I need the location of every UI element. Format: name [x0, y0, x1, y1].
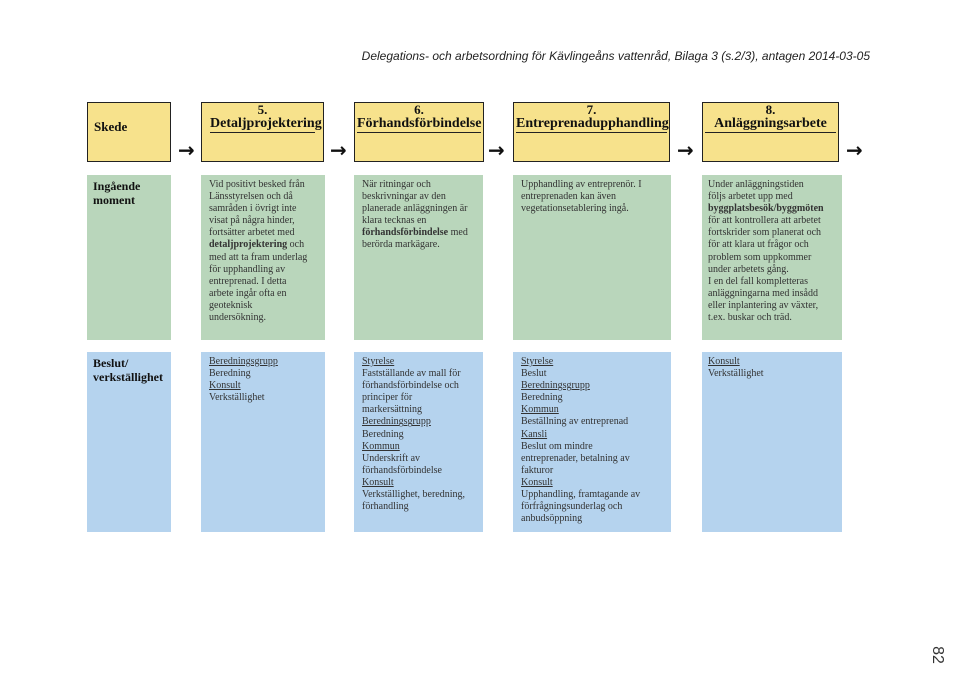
cell-text: Vid positivt besked från	[209, 179, 305, 190]
cell-text-line	[209, 356, 319, 368]
beslut-cell-stage-6	[354, 352, 483, 532]
cell-text-line	[362, 441, 477, 453]
cell-text: beskrivningar av den	[362, 191, 446, 203]
cell-text-line	[708, 300, 836, 312]
cell-text: Underskrift av	[362, 452, 421, 464]
cell-text-line	[521, 489, 665, 501]
cell-text: geoteknisk	[209, 299, 253, 311]
cell-text-line	[209, 300, 319, 312]
cell-text-line	[521, 429, 665, 441]
cell-text-line	[708, 356, 836, 368]
cell-text-line	[521, 453, 665, 465]
cell-text: markersättning	[362, 404, 422, 416]
cell-text: arbete ingår ofta en	[209, 287, 287, 299]
stage-number: 7.	[586, 102, 597, 117]
cell-text-line	[362, 368, 477, 380]
cell-text-line	[362, 203, 477, 215]
role-heading: Beredningsgrupp	[521, 380, 590, 392]
cell-text-line	[708, 179, 836, 191]
cell-text: förhandsförbindelse	[362, 227, 449, 239]
stage-title: Förhandsförbindelse	[357, 116, 482, 131]
cell-text-line	[362, 489, 477, 501]
cell-text: för upphandling av	[209, 263, 286, 275]
cell-text-line	[209, 203, 319, 215]
cell-text: berörda markägare.	[362, 239, 440, 251]
cell-text: följs arbetet upp med	[708, 191, 793, 203]
cell-text-line	[521, 513, 665, 525]
cell-text: fortskrider som planerat och	[708, 227, 822, 239]
cell-text-line	[521, 404, 665, 416]
cell-text: problem som uppkommer	[708, 251, 812, 263]
cell-text-line	[362, 356, 477, 368]
cell-text: Beredning	[521, 392, 563, 404]
row-label-line: moment	[93, 193, 135, 207]
cell-text: vegetationsetablering ingå.	[521, 203, 629, 215]
ingaende-cell-stage-8	[702, 175, 842, 340]
cell-text-line	[209, 179, 319, 191]
cell-text: klara tecknas en	[362, 215, 427, 227]
cell-text-line	[362, 453, 477, 465]
cell-text-line	[708, 227, 836, 239]
cell-text: samråden i övrigt inte	[209, 203, 297, 215]
cell-text: detaljprojektering	[209, 239, 288, 251]
cell-text-line	[209, 264, 319, 276]
stage-number: 5.	[257, 102, 268, 117]
role-heading: Kansli	[521, 428, 548, 440]
cell-text-line	[209, 380, 319, 392]
row-label-line: Ingående	[93, 179, 141, 193]
cell-text-line	[708, 203, 836, 215]
arrow-right-icon: →	[330, 138, 347, 162]
role-heading: Styrelse	[521, 356, 554, 367]
role-heading: Konsult	[521, 476, 553, 488]
cell-text: Beredning	[209, 368, 251, 380]
cell-text-line	[521, 368, 665, 380]
cell-text: Verkställighet	[209, 392, 265, 404]
role-heading: Kommun	[521, 404, 559, 416]
cell-text: under arbetets gång.	[708, 263, 789, 275]
cell-text: förhandling	[362, 501, 409, 513]
cell-text-line	[708, 264, 836, 276]
ingaende-cell-stage-7	[513, 175, 671, 340]
row-label-line: Beslut/	[93, 356, 129, 370]
stage-5-box	[201, 102, 324, 162]
stage-7-box	[513, 102, 670, 162]
cell-text-line	[362, 179, 477, 191]
arrow-right-icon: →	[488, 138, 505, 162]
cell-text-line	[362, 501, 477, 513]
cell-text: Upphandling, framtagande av	[521, 489, 641, 501]
cell-text: Beslut om mindre	[521, 440, 593, 452]
cell-text: förhandsförbindelse	[362, 464, 442, 476]
stage-title: Anläggningsarbete	[714, 116, 827, 131]
cell-text: Upphandling av entreprenör. I	[521, 179, 642, 190]
cell-text: Länsstyrelsen och då	[209, 191, 293, 203]
cell-text: Beställning av entreprenad	[521, 416, 629, 428]
cell-text: När ritningar och	[362, 179, 431, 190]
cell-text: fortsätter arbetet med	[209, 227, 295, 239]
row-label-beslut	[87, 352, 171, 532]
arrow-right-icon: →	[846, 138, 863, 162]
role-heading: Styrelse	[362, 356, 395, 367]
cell-text: med	[448, 227, 468, 239]
cell-text: anläggningarna med insådd	[708, 287, 818, 299]
cell-text: eller inplantering av växter,	[708, 299, 819, 311]
beslut-cell-stage-8	[702, 352, 842, 532]
cell-text-line	[708, 312, 836, 324]
role-heading: Beredningsgrupp	[362, 416, 431, 428]
cell-text-line	[362, 227, 477, 239]
cell-text-line	[362, 380, 477, 392]
cell-text-line	[521, 416, 665, 428]
cell-text-line	[708, 215, 836, 227]
cell-text-line	[521, 465, 665, 477]
cell-text-line	[209, 276, 319, 288]
cell-text: Beslut	[521, 368, 547, 380]
cell-text: Verkställighet	[708, 368, 764, 380]
row-label-ingaende	[87, 175, 171, 340]
cell-text-line	[209, 227, 319, 239]
cell-text: för att klara ut frågor och	[708, 239, 809, 251]
cell-text-line	[362, 392, 477, 404]
role-heading: Kommun	[362, 440, 400, 452]
cell-text: visat på några hinder,	[209, 215, 295, 227]
cell-text-line	[708, 252, 836, 264]
cell-text-line	[362, 191, 477, 203]
ingaende-cell-stage-6	[354, 175, 483, 340]
beslut-cell-stage-7	[513, 352, 671, 532]
role-heading: Konsult	[362, 476, 394, 488]
cell-text: entreprenader, betalning av	[521, 452, 630, 464]
cell-text: Verkställighet, beredning,	[362, 489, 466, 501]
page-number-mark: 82	[928, 646, 946, 664]
cell-text-line	[209, 215, 319, 227]
cell-text-line	[362, 404, 477, 416]
stage-6-box	[354, 102, 484, 162]
stage-title: Detaljprojektering	[210, 116, 322, 131]
cell-text: entreprenad. I detta	[209, 275, 287, 287]
cell-text-line	[209, 252, 319, 264]
cell-text: entreprenaden kan även	[521, 191, 616, 203]
cell-text: byggplatsbesök/byggmöten	[708, 203, 824, 215]
cell-text: t.ex. buskar och träd.	[708, 312, 792, 324]
cell-text-line	[521, 203, 665, 215]
cell-text-line	[362, 215, 477, 227]
ingaende-cell-stage-5	[201, 175, 325, 340]
cell-text: förhandsförbindelse och	[362, 380, 459, 392]
document-header: Delegations- och arbetsordning för Kävlingeåns vattenråd, Bilaga 3 (s.2/3), antagen 2014-03-05	[361, 49, 870, 63]
beslut-cell-stage-5	[201, 352, 325, 532]
stage-title: Entreprenadupphandling	[516, 116, 669, 131]
role-heading: Konsult	[708, 356, 740, 367]
role-heading: Beredningsgrupp	[209, 356, 278, 367]
cell-text-line	[708, 191, 836, 203]
skede-label: Skede	[87, 102, 171, 162]
cell-text-line	[209, 191, 319, 203]
cell-text-line	[362, 429, 477, 441]
stage-number: 6.	[414, 102, 424, 117]
cell-text: förfrågningsunderlag och	[521, 501, 623, 513]
cell-text: Beredning	[362, 428, 404, 440]
cell-text-line	[708, 239, 836, 251]
cell-text-line	[521, 356, 665, 368]
cell-text: Under anläggningstiden	[708, 179, 804, 190]
cell-text-line	[521, 392, 665, 404]
cell-text-line	[362, 239, 477, 251]
cell-text: I en del fall kompletteras	[708, 275, 808, 287]
cell-text-line	[209, 312, 319, 324]
row-label-line: verkställighet	[93, 370, 163, 384]
cell-text: undersökning.	[209, 312, 266, 324]
cell-text-line	[521, 501, 665, 513]
cell-text-line	[209, 392, 319, 404]
cell-text: för att kontrollera att arbetet	[708, 215, 821, 227]
cell-text-line	[521, 380, 665, 392]
cell-text: fakturor	[521, 464, 554, 476]
cell-text: planerade anläggningen är	[362, 203, 468, 215]
cell-text-line	[521, 179, 665, 191]
cell-text-line	[708, 288, 836, 300]
stage-number: 8.	[765, 102, 776, 117]
cell-text: principer för	[362, 392, 413, 404]
cell-text-line	[362, 416, 477, 428]
cell-text-line	[708, 368, 836, 380]
cell-text-line	[521, 477, 665, 489]
cell-text: anbudsöppning	[521, 513, 583, 525]
role-heading: Konsult	[209, 380, 241, 392]
cell-text-line	[708, 276, 836, 288]
stage-8-box	[702, 102, 839, 162]
cell-text-line	[209, 288, 319, 300]
arrow-right-icon: →	[178, 138, 195, 162]
cell-text: Fastställande av mall för	[362, 368, 461, 380]
cell-text-line	[521, 191, 665, 203]
cell-text: med att ta fram underlag	[209, 251, 308, 263]
cell-text: och	[287, 239, 305, 251]
arrow-right-icon: →	[677, 138, 694, 162]
cell-text-line	[362, 465, 477, 477]
cell-text-line	[209, 368, 319, 380]
cell-text-line	[521, 441, 665, 453]
cell-text-line	[209, 239, 319, 251]
cell-text-line	[362, 477, 477, 489]
